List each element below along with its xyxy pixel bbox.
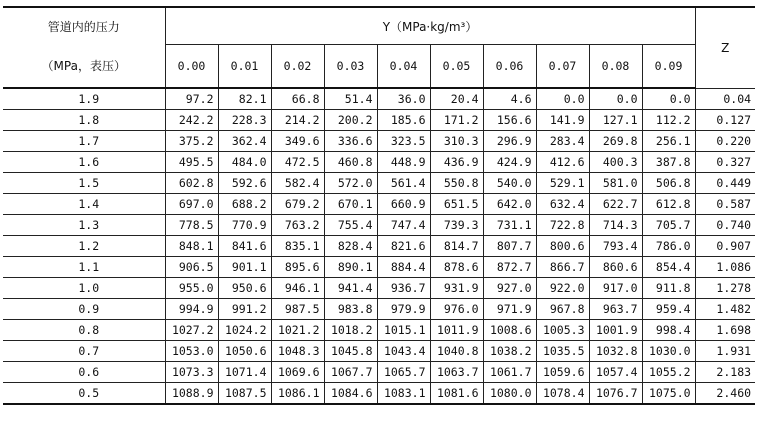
y-value-cell: 1038.2 — [483, 341, 536, 362]
y-value-cell: 1021.2 — [271, 320, 324, 341]
z-value-cell: 0.220 — [695, 131, 755, 152]
y-value-cell: 901.1 — [218, 257, 271, 278]
y-header: Y（MPa·kg/m³） — [165, 7, 695, 45]
pressure-cell: 1.3 — [3, 215, 165, 236]
table-row — [3, 299, 755, 320]
y-value-cell: 1048.3 — [271, 341, 324, 362]
y-column-header: 0.02 — [271, 45, 324, 89]
y-value-cell: 1083.1 — [377, 383, 430, 405]
z-value-cell: 1.086 — [695, 257, 755, 278]
y-value-cell: 171.2 — [430, 110, 483, 131]
z-value-cell: 1.698 — [695, 320, 755, 341]
pressure-cell: 1.4 — [3, 194, 165, 215]
y-value-cell: 495.5 — [165, 152, 218, 173]
y-value-cell: 256.1 — [642, 131, 695, 152]
y-value-cell: 283.4 — [536, 131, 589, 152]
y-value-cell: 828.4 — [324, 236, 377, 257]
z-value-cell: 1.931 — [695, 341, 755, 362]
y-column-header: 0.09 — [642, 45, 695, 89]
y-value-cell: 572.0 — [324, 173, 377, 194]
y-value-cell: 747.4 — [377, 215, 430, 236]
y-value-cell: 1005.3 — [536, 320, 589, 341]
y-value-cell: 185.6 — [377, 110, 430, 131]
y-value-cell: 66.8 — [271, 88, 324, 110]
table-row — [3, 341, 755, 362]
y-value-cell: 878.6 — [430, 257, 483, 278]
y-value-cell: 362.4 — [218, 131, 271, 152]
y-value-cell: 484.0 — [218, 152, 271, 173]
y-value-cell: 200.2 — [324, 110, 377, 131]
table-row — [3, 152, 755, 173]
y-value-cell: 946.1 — [271, 278, 324, 299]
y-value-cell: 51.4 — [324, 88, 377, 110]
y-value-cell: 1075.0 — [642, 383, 695, 405]
y-value-cell: 1088.9 — [165, 383, 218, 405]
y-value-cell: 895.6 — [271, 257, 324, 278]
pressure-y-z-table — [3, 6, 755, 405]
y-value-cell: 1015.1 — [377, 320, 430, 341]
y-value-cell: 1001.9 — [589, 320, 642, 341]
y-value-cell: 906.5 — [165, 257, 218, 278]
z-value-cell: 0.587 — [695, 194, 755, 215]
y-value-cell: 967.8 — [536, 299, 589, 320]
y-value-cell: 323.5 — [377, 131, 430, 152]
y-column-header: 0.03 — [324, 45, 377, 89]
y-value-cell: 979.9 — [377, 299, 430, 320]
y-value-cell: 1024.2 — [218, 320, 271, 341]
pressure-cell: 1.8 — [3, 110, 165, 131]
y-value-cell: 1030.0 — [642, 341, 695, 362]
y-value-cell: 529.1 — [536, 173, 589, 194]
y-value-cell: 506.8 — [642, 173, 695, 194]
y-value-cell: 714.3 — [589, 215, 642, 236]
y-value-cell: 931.9 — [430, 278, 483, 299]
table-row — [3, 215, 755, 236]
y-value-cell: 460.8 — [324, 152, 377, 173]
y-value-cell: 884.4 — [377, 257, 430, 278]
y-value-cell: 890.1 — [324, 257, 377, 278]
y-value-cell: 679.2 — [271, 194, 324, 215]
y-value-cell: 1035.5 — [536, 341, 589, 362]
y-value-cell: 1078.4 — [536, 383, 589, 405]
y-value-cell: 0.0 — [589, 88, 642, 110]
y-value-cell: 0.0 — [536, 88, 589, 110]
y-value-cell: 310.3 — [430, 131, 483, 152]
z-header: Z — [695, 7, 755, 88]
y-value-cell: 82.1 — [218, 88, 271, 110]
y-value-cell: 400.3 — [589, 152, 642, 173]
y-value-cell: 971.9 — [483, 299, 536, 320]
y-value-cell: 141.9 — [536, 110, 589, 131]
y-value-cell: 994.9 — [165, 299, 218, 320]
pressure-cell: 1.0 — [3, 278, 165, 299]
y-value-cell: 922.0 — [536, 278, 589, 299]
pressure-cell: 1.7 — [3, 131, 165, 152]
table-row — [3, 383, 755, 405]
y-value-cell: 1045.8 — [324, 341, 377, 362]
y-value-cell: 860.6 — [589, 257, 642, 278]
y-value-cell: 97.2 — [165, 88, 218, 110]
y-value-cell: 651.5 — [430, 194, 483, 215]
y-value-cell: 1027.2 — [165, 320, 218, 341]
z-value-cell: 0.127 — [695, 110, 755, 131]
table-row — [3, 110, 755, 131]
pressure-cell: 1.5 — [3, 173, 165, 194]
table-row — [3, 173, 755, 194]
y-value-cell: 950.6 — [218, 278, 271, 299]
y-value-cell: 20.4 — [430, 88, 483, 110]
y-value-cell: 778.5 — [165, 215, 218, 236]
y-value-cell: 936.7 — [377, 278, 430, 299]
y-value-cell: 1087.5 — [218, 383, 271, 405]
y-value-cell: 917.0 — [589, 278, 642, 299]
y-value-cell: 1071.4 — [218, 362, 271, 383]
y-value-cell: 821.6 — [377, 236, 430, 257]
y-value-cell: 448.9 — [377, 152, 430, 173]
y-value-cell: 242.2 — [165, 110, 218, 131]
z-value-cell: 0.449 — [695, 173, 755, 194]
pressure-cell: 0.8 — [3, 320, 165, 341]
y-value-cell: 793.4 — [589, 236, 642, 257]
y-column-header: 0.06 — [483, 45, 536, 89]
y-value-cell: 1069.6 — [271, 362, 324, 383]
z-value-cell: 0.04 — [695, 88, 755, 110]
y-column-header: 0.05 — [430, 45, 483, 89]
y-value-cell: 854.4 — [642, 257, 695, 278]
y-value-cell: 0.0 — [642, 88, 695, 110]
y-value-cell: 472.5 — [271, 152, 324, 173]
y-column-header: 0.07 — [536, 45, 589, 89]
y-value-cell: 814.7 — [430, 236, 483, 257]
pressure-header-line1: 管道内的压力 — [3, 7, 165, 45]
y-value-cell: 632.4 — [536, 194, 589, 215]
y-value-cell: 582.4 — [271, 173, 324, 194]
y-value-cell: 991.2 — [218, 299, 271, 320]
y-value-cell: 841.6 — [218, 236, 271, 257]
y-value-cell: 807.7 — [483, 236, 536, 257]
y-value-cell: 214.2 — [271, 110, 324, 131]
y-value-cell: 688.2 — [218, 194, 271, 215]
y-value-cell: 927.0 — [483, 278, 536, 299]
y-value-cell: 697.0 — [165, 194, 218, 215]
y-value-cell: 835.1 — [271, 236, 324, 257]
y-value-cell: 1040.8 — [430, 341, 483, 362]
y-value-cell: 739.3 — [430, 215, 483, 236]
y-value-cell: 436.9 — [430, 152, 483, 173]
y-value-cell: 1065.7 — [377, 362, 430, 383]
y-value-cell: 1043.4 — [377, 341, 430, 362]
z-value-cell: 0.907 — [695, 236, 755, 257]
y-value-cell: 786.0 — [642, 236, 695, 257]
table-row — [3, 320, 755, 341]
y-value-cell: 983.8 — [324, 299, 377, 320]
y-value-cell: 941.4 — [324, 278, 377, 299]
z-value-cell: 2.183 — [695, 362, 755, 383]
y-value-cell: 642.0 — [483, 194, 536, 215]
y-value-cell: 848.1 — [165, 236, 218, 257]
z-value-cell: 0.740 — [695, 215, 755, 236]
y-value-cell: 770.9 — [218, 215, 271, 236]
y-value-cell: 755.4 — [324, 215, 377, 236]
pressure-cell: 0.5 — [3, 383, 165, 405]
y-value-cell: 955.0 — [165, 278, 218, 299]
y-value-cell: 550.8 — [430, 173, 483, 194]
y-value-cell: 670.1 — [324, 194, 377, 215]
y-value-cell: 963.7 — [589, 299, 642, 320]
y-column-header: 0.01 — [218, 45, 271, 89]
y-value-cell: 763.2 — [271, 215, 324, 236]
table-row — [3, 88, 755, 110]
y-value-cell: 1073.3 — [165, 362, 218, 383]
y-value-cell: 36.0 — [377, 88, 430, 110]
y-value-cell: 1059.6 — [536, 362, 589, 383]
y-value-cell: 1055.2 — [642, 362, 695, 383]
y-value-cell: 127.1 — [589, 110, 642, 131]
y-value-cell: 412.6 — [536, 152, 589, 173]
y-value-cell: 1011.9 — [430, 320, 483, 341]
y-value-cell: 612.8 — [642, 194, 695, 215]
pressure-cell: 0.7 — [3, 341, 165, 362]
pressure-cell: 1.1 — [3, 257, 165, 278]
y-value-cell: 592.6 — [218, 173, 271, 194]
y-column-header: 0.08 — [589, 45, 642, 89]
y-value-cell: 228.3 — [218, 110, 271, 131]
y-value-cell: 581.0 — [589, 173, 642, 194]
pressure-header-line2: （MPa，表压） — [3, 45, 165, 89]
y-value-cell: 156.6 — [483, 110, 536, 131]
y-value-cell: 1067.7 — [324, 362, 377, 383]
table-row — [3, 278, 755, 299]
y-value-cell: 800.6 — [536, 236, 589, 257]
y-value-cell: 561.4 — [377, 173, 430, 194]
y-value-cell: 959.4 — [642, 299, 695, 320]
y-value-cell: 1063.7 — [430, 362, 483, 383]
z-value-cell: 1.278 — [695, 278, 755, 299]
y-value-cell: 269.8 — [589, 131, 642, 152]
y-value-cell: 1032.8 — [589, 341, 642, 362]
y-value-cell: 424.9 — [483, 152, 536, 173]
y-value-cell: 1008.6 — [483, 320, 536, 341]
pressure-cell: 1.9 — [3, 88, 165, 110]
z-value-cell: 0.327 — [695, 152, 755, 173]
y-value-cell: 1053.0 — [165, 341, 218, 362]
y-value-cell: 1076.7 — [589, 383, 642, 405]
table-row — [3, 236, 755, 257]
table-row — [3, 131, 755, 152]
y-value-cell: 660.9 — [377, 194, 430, 215]
y-value-cell: 349.6 — [271, 131, 324, 152]
table-row — [3, 362, 755, 383]
y-value-cell: 540.0 — [483, 173, 536, 194]
y-value-cell: 872.7 — [483, 257, 536, 278]
y-value-cell: 1050.6 — [218, 341, 271, 362]
table-row — [3, 257, 755, 278]
y-value-cell: 1080.0 — [483, 383, 536, 405]
y-value-cell: 1081.6 — [430, 383, 483, 405]
y-value-cell: 911.8 — [642, 278, 695, 299]
y-value-cell: 336.6 — [324, 131, 377, 152]
z-value-cell: 1.482 — [695, 299, 755, 320]
y-value-cell: 387.8 — [642, 152, 695, 173]
y-value-cell: 1084.6 — [324, 383, 377, 405]
y-column-header: 0.00 — [165, 45, 218, 89]
y-value-cell: 375.2 — [165, 131, 218, 152]
y-value-cell: 1018.2 — [324, 320, 377, 341]
y-value-cell: 998.4 — [642, 320, 695, 341]
y-value-cell: 722.8 — [536, 215, 589, 236]
pressure-cell: 0.6 — [3, 362, 165, 383]
pressure-cell: 1.6 — [3, 152, 165, 173]
y-value-cell: 296.9 — [483, 131, 536, 152]
y-value-cell: 731.1 — [483, 215, 536, 236]
y-value-cell: 4.6 — [483, 88, 536, 110]
y-value-cell: 1061.7 — [483, 362, 536, 383]
y-column-header: 0.04 — [377, 45, 430, 89]
y-value-cell: 1057.4 — [589, 362, 642, 383]
y-value-cell: 602.8 — [165, 173, 218, 194]
y-value-cell: 622.7 — [589, 194, 642, 215]
y-value-cell: 1086.1 — [271, 383, 324, 405]
z-value-cell: 2.460 — [695, 383, 755, 405]
y-value-cell: 112.2 — [642, 110, 695, 131]
pressure-cell: 0.9 — [3, 299, 165, 320]
pressure-cell: 1.2 — [3, 236, 165, 257]
y-value-cell: 987.5 — [271, 299, 324, 320]
table-row — [3, 194, 755, 215]
y-value-cell: 976.0 — [430, 299, 483, 320]
y-value-cell: 866.7 — [536, 257, 589, 278]
y-value-cell: 705.7 — [642, 215, 695, 236]
